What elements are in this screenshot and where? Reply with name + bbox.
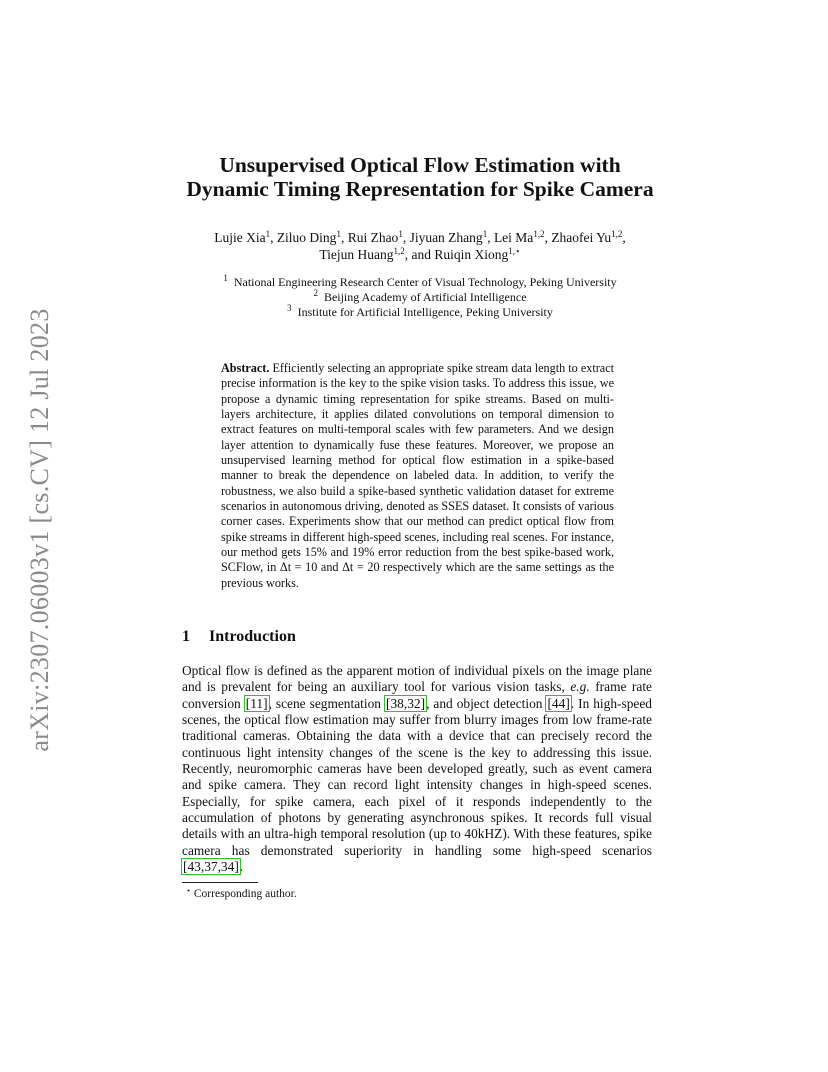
- affiliation-text: National Engineering Research Center of Visual Technology, Peking University: [233, 275, 617, 289]
- author-affiliation-mark: 1,⋆: [508, 246, 521, 256]
- author-name: Tiejun Huang: [319, 247, 394, 262]
- author-name: Zhaofei Yu: [551, 230, 612, 245]
- introduction-paragraph: [182, 663, 652, 875]
- arxiv-sidebar-stamp: [20, 295, 60, 765]
- author-name: Jiyuan Zhang: [409, 230, 483, 245]
- author-name: Ziluo Ding: [276, 230, 337, 245]
- affiliation-1: [160, 275, 680, 290]
- citation-link[interactable]: [38,32]: [386, 695, 426, 711]
- author-affiliation-mark: 1,2: [393, 246, 405, 256]
- footnote-text: Corresponding author.: [193, 888, 297, 900]
- body-text: . In high-speed scenes, the optical flow estimation may suffer from blurry images from low frame-rate traditional cameras. Obtaining the data with a device that can precisely record the continuous light intensity changes of the scene is the key to addressing this issue. Recently, neuromorphic cameras have been developed greatly, such as event camera and spike camera. They can record light intensity changes in high-speed scenes. Especially, for spike camera, each pixel of it responds independently to the accumulation of photons by generating asynchronous spikes. It records full visual details with an ultra-high temporal resolution (up to 40kHZ). With these features, spike camera has demonstrated superiority in handling some high-speed scenarios: [182, 695, 652, 858]
- author-name: Ruiqin Xiong: [434, 247, 509, 262]
- affiliation-number: 1: [223, 273, 228, 283]
- body-text: .: [239, 859, 244, 875]
- body-text: Optical flow is defined as the apparent motion of individual pixels on the image plane and is prevalent for being an auxiliary tool for various vision tasks,: [182, 663, 652, 695]
- section-title: Introduction: [209, 628, 296, 645]
- author-list-line-1: Lujie Xia$^1$, Ziluo Ding$^1$, Rui Zhao$^1$, Jiyuan Zhang$^1$, Lei Ma$^{1,2}$, Zhaofei Yu$^{1,2}$,: [214, 229, 626, 245]
- footnote-mark: ⋆: [186, 886, 192, 895]
- author-affiliation-mark: 1,2: [533, 229, 545, 239]
- footnote-rule: [182, 882, 258, 883]
- abstract-label: Abstract.: [221, 361, 270, 375]
- body-italic-text: e.g.: [570, 679, 590, 695]
- affiliation-number: 3: [287, 303, 292, 313]
- citation-link[interactable]: [43,37,34]: [183, 859, 239, 875]
- author-list-line-2: Tiejun Huang$^{1,2}$, and Ruiqin Xiong$^{1,⋆}$: [319, 246, 521, 262]
- author-affiliation-mark: 1: [265, 229, 271, 239]
- abstract-block: [221, 361, 614, 591]
- author-affiliation-mark: 1,2: [611, 229, 623, 239]
- affiliation-text: Institute for Artificial Intelligence, Peking University: [297, 305, 553, 319]
- affiliation-2: [160, 290, 680, 305]
- affiliation-text: Beijing Academy of Artificial Intelligence: [323, 290, 527, 304]
- abstract-text: Efficiently selecting an appropriate spike stream data length to extract precise information is the key to the spike vision tasks. To address this issue, we propose a dynamic timing representation for spike streams. Based on multi-layers architecture, it applies dilated convolutions on temporal dimension to extract features on multi-temporal scales with few parameters. And we design layer attention to dynamically fuse these features. Moreover, we propose an unsupervised learning method for optical flow estimation in a spike-based manner to break the dependence on labeled data. In addition, to verify the robustness, we also build a spike-based synthetic validation dataset for extreme scenarios in autonomous driving, denoted as SSES dataset. It consists of various corner cases. Experiments show that our method can predict optical flow from spike streams in different high-speed scenes, including real scenes. For instance, our method gets 15% and 19% error reduction from the best spike-based work, SCFlow, in Δt = 10 and Δt = 20 respectively which are the same settings as the previous works.: [221, 361, 614, 590]
- affiliation-number: 2: [313, 288, 318, 298]
- section-number: 1: [182, 628, 190, 645]
- section-heading-introduction: [182, 628, 662, 646]
- author-name: Lujie Xia: [214, 230, 266, 245]
- arxiv-identifier: arXiv:2307.06003v1 [cs.CV] 12 Jul 2023: [25, 308, 54, 752]
- citation-link[interactable]: [11]: [245, 695, 268, 711]
- footnote: [186, 887, 586, 901]
- body-text: frame rate conversion: [182, 679, 652, 711]
- author-affiliation-mark: 1: [398, 229, 403, 239]
- body-text: , and object detection: [426, 695, 543, 711]
- affiliation-3: [160, 305, 680, 320]
- paper-title-line-1: Unsupervised Optical Flow Estimation with: [219, 153, 621, 177]
- author-affiliation-mark: 1: [482, 229, 488, 239]
- author-name: Lei Ma: [493, 230, 534, 245]
- author-affiliation-mark: 1: [336, 229, 341, 239]
- paper-title-line-2: Dynamic Timing Representation for Spike Camera: [186, 177, 654, 201]
- body-text: , scene segmentation: [268, 695, 382, 711]
- author-name: Rui Zhao: [347, 230, 399, 245]
- citation-link[interactable]: [44]: [547, 695, 570, 711]
